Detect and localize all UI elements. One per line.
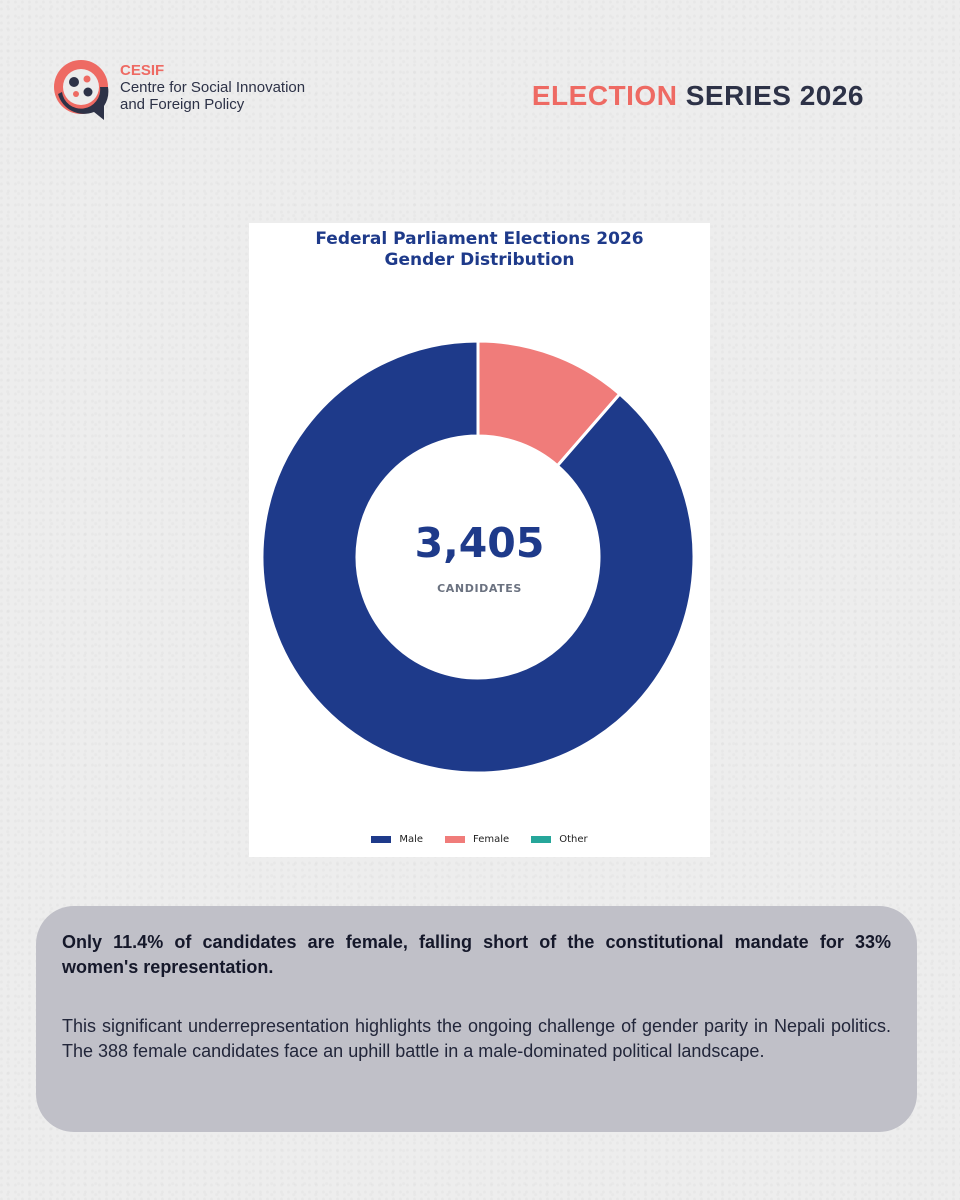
brand-line-1: Centre for Social Innovation — [120, 79, 306, 96]
legend-label-male: Male — [399, 834, 424, 845]
brand-line-2: and Foreign Policy — [120, 96, 245, 113]
brand-abbr: CESIF — [120, 62, 165, 79]
legend-item-female — [445, 834, 509, 845]
legend-label-female: Female — [473, 834, 510, 845]
legend-swatch-other — [531, 836, 551, 843]
series-highlight: ELECTION — [531, 80, 678, 111]
cesif-logo-icon — [48, 54, 116, 122]
chart-title-line-2: Gender Distribution — [384, 250, 575, 270]
chart-legend — [249, 834, 710, 845]
brand-block — [120, 62, 305, 113]
center-total: 3,405 — [414, 519, 545, 567]
legend-item-other — [531, 834, 587, 845]
chart-card — [249, 223, 710, 857]
series-rest: SERIES 2026 — [685, 80, 864, 111]
legend-item-male — [371, 834, 423, 845]
legend-label-other: Other — [559, 834, 588, 845]
legend-swatch-female — [445, 836, 465, 843]
chart-title-line-1: Federal Parliament Elections 2026 — [315, 229, 644, 249]
series-heading — [532, 80, 864, 112]
summary-headline: Only 11.4% of candidates are female, falling short of the constitutional mandate for 33% women's representation. — [62, 932, 891, 977]
legend-swatch-male — [371, 836, 391, 843]
center-label: CANDIDATES — [437, 582, 522, 595]
summary-panel — [36, 906, 917, 1132]
summary-body: This significant underrepresentation highlights the ongoing challenge of gender parity in Nepali politics. The 388 female candidates face an uphill battle in a male-dominated political landscape. — [62, 1016, 891, 1061]
